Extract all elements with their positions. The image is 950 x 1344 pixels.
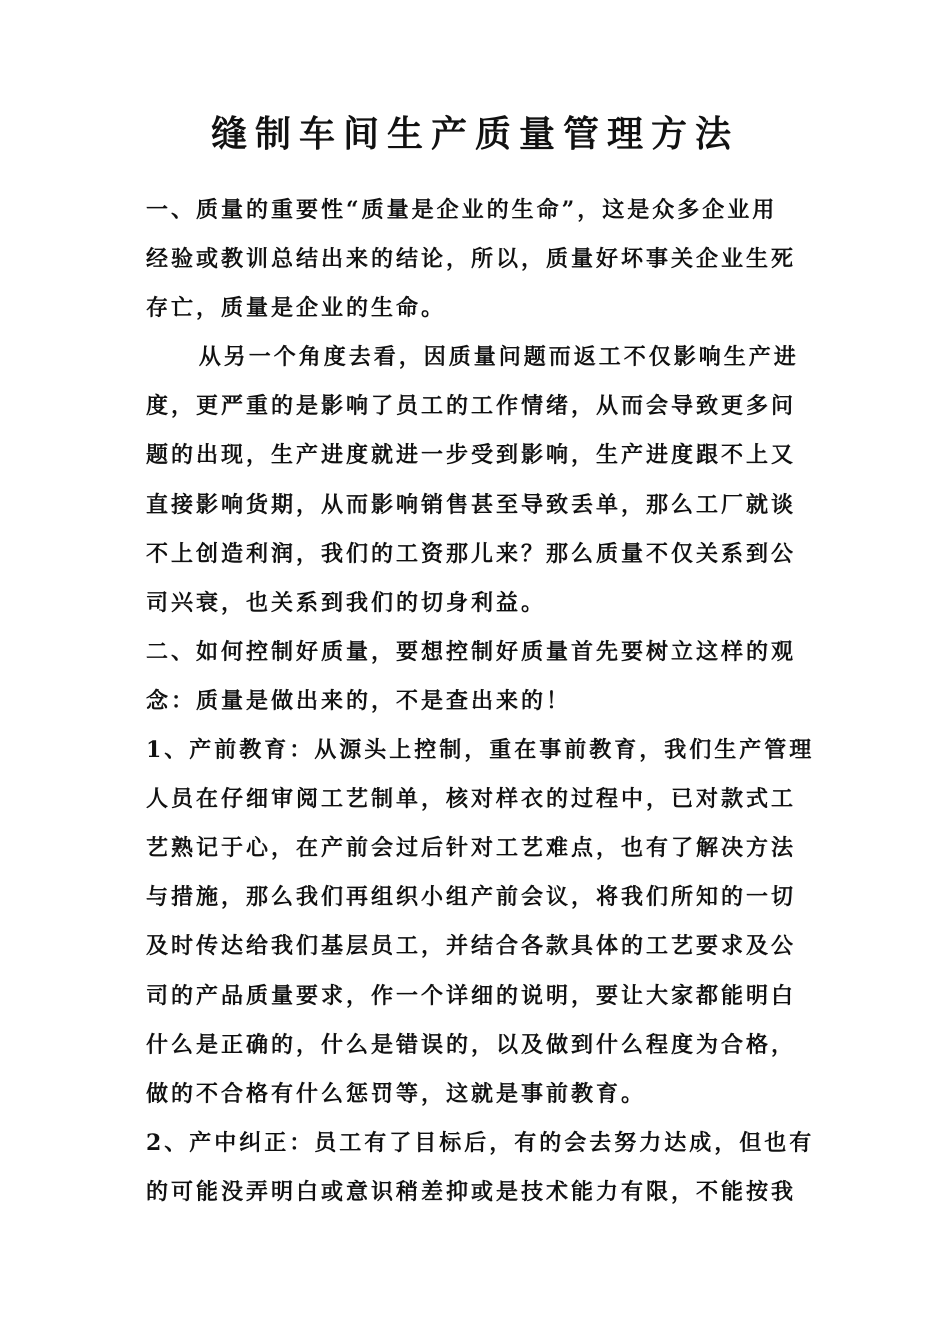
text-line: 直接影响货期，从而影响销售甚至导致丢单，那么工厂就谈 <box>146 491 797 518</box>
text-line: 什么是正确的，什么是错误的，以及做到什么程度为合格， <box>146 1031 797 1058</box>
document-body <box>146 186 818 1217</box>
text-line: 人员在仔细审阅工艺制单，核对样衣的过程中，已对款式工 <box>146 786 797 813</box>
text-line: 2、产中纠正：员工有了目标后，有的会去努力达成，但也有 <box>146 1129 815 1156</box>
document-title: 缝制车间生产质量管理方法 <box>210 113 739 155</box>
text-line: 二、如何控制好质量，要想控制好质量首先要树立这样的观 <box>146 638 797 665</box>
text-line: 经验或教训总结出来的结论，所以，质量好坏事关企业生死 <box>146 246 797 273</box>
text-line: 及时传达给我们基层员工，并结合各款具体的工艺要求及公 <box>146 933 797 960</box>
paragraph-importance-of-quality <box>146 186 818 333</box>
paragraph-pre-production-education <box>146 726 818 1119</box>
text-line: 做的不合格有什么惩罚等，这就是事前教育。 <box>146 1080 647 1107</box>
text-line: 1、产前教育：从源头上控制，重在事前教育，我们生产管理 <box>146 737 815 764</box>
text-line: 的可能没弄明白或意识稍差抑或是技术能力有限，不能按我 <box>146 1178 797 1205</box>
text-line: 司的产品质量要求，作一个详细的说明，要让大家都能明白 <box>146 982 797 1009</box>
text-line: 不上创造利润，我们的工资那儿来？那么质量不仅关系到公 <box>146 540 797 567</box>
paragraph-another-angle <box>146 333 818 628</box>
text-line: 与措施，那么我们再组织小组产前会议，将我们所知的一切 <box>146 884 797 911</box>
text-line: 司兴衰，也关系到我们的切身利益。 <box>146 589 547 616</box>
text-line: 度，更严重的是影响了员工的工作情绪，从而会导致更多问 <box>146 393 797 420</box>
text-line: 存亡，质量是企业的生命。 <box>146 295 447 322</box>
text-line: 从另一个角度去看，因质量问题而返工不仅影响生产进 <box>198 344 799 371</box>
text-line: 一、质量的重要性“质量是企业的生命”，这是众多企业用 <box>146 197 778 223</box>
text-line: 题的出现，生产进度就进一步受到影响，生产进度跟不上又 <box>146 442 797 469</box>
text-line: 念：质量是做出来的，不是查出来的！ <box>146 687 572 714</box>
text-line: 艺熟记于心，在产前会过后针对工艺难点，也有了解决方法 <box>146 835 797 862</box>
paragraph-how-to-control-quality <box>146 628 818 726</box>
paragraph-in-production-correction <box>146 1119 818 1217</box>
